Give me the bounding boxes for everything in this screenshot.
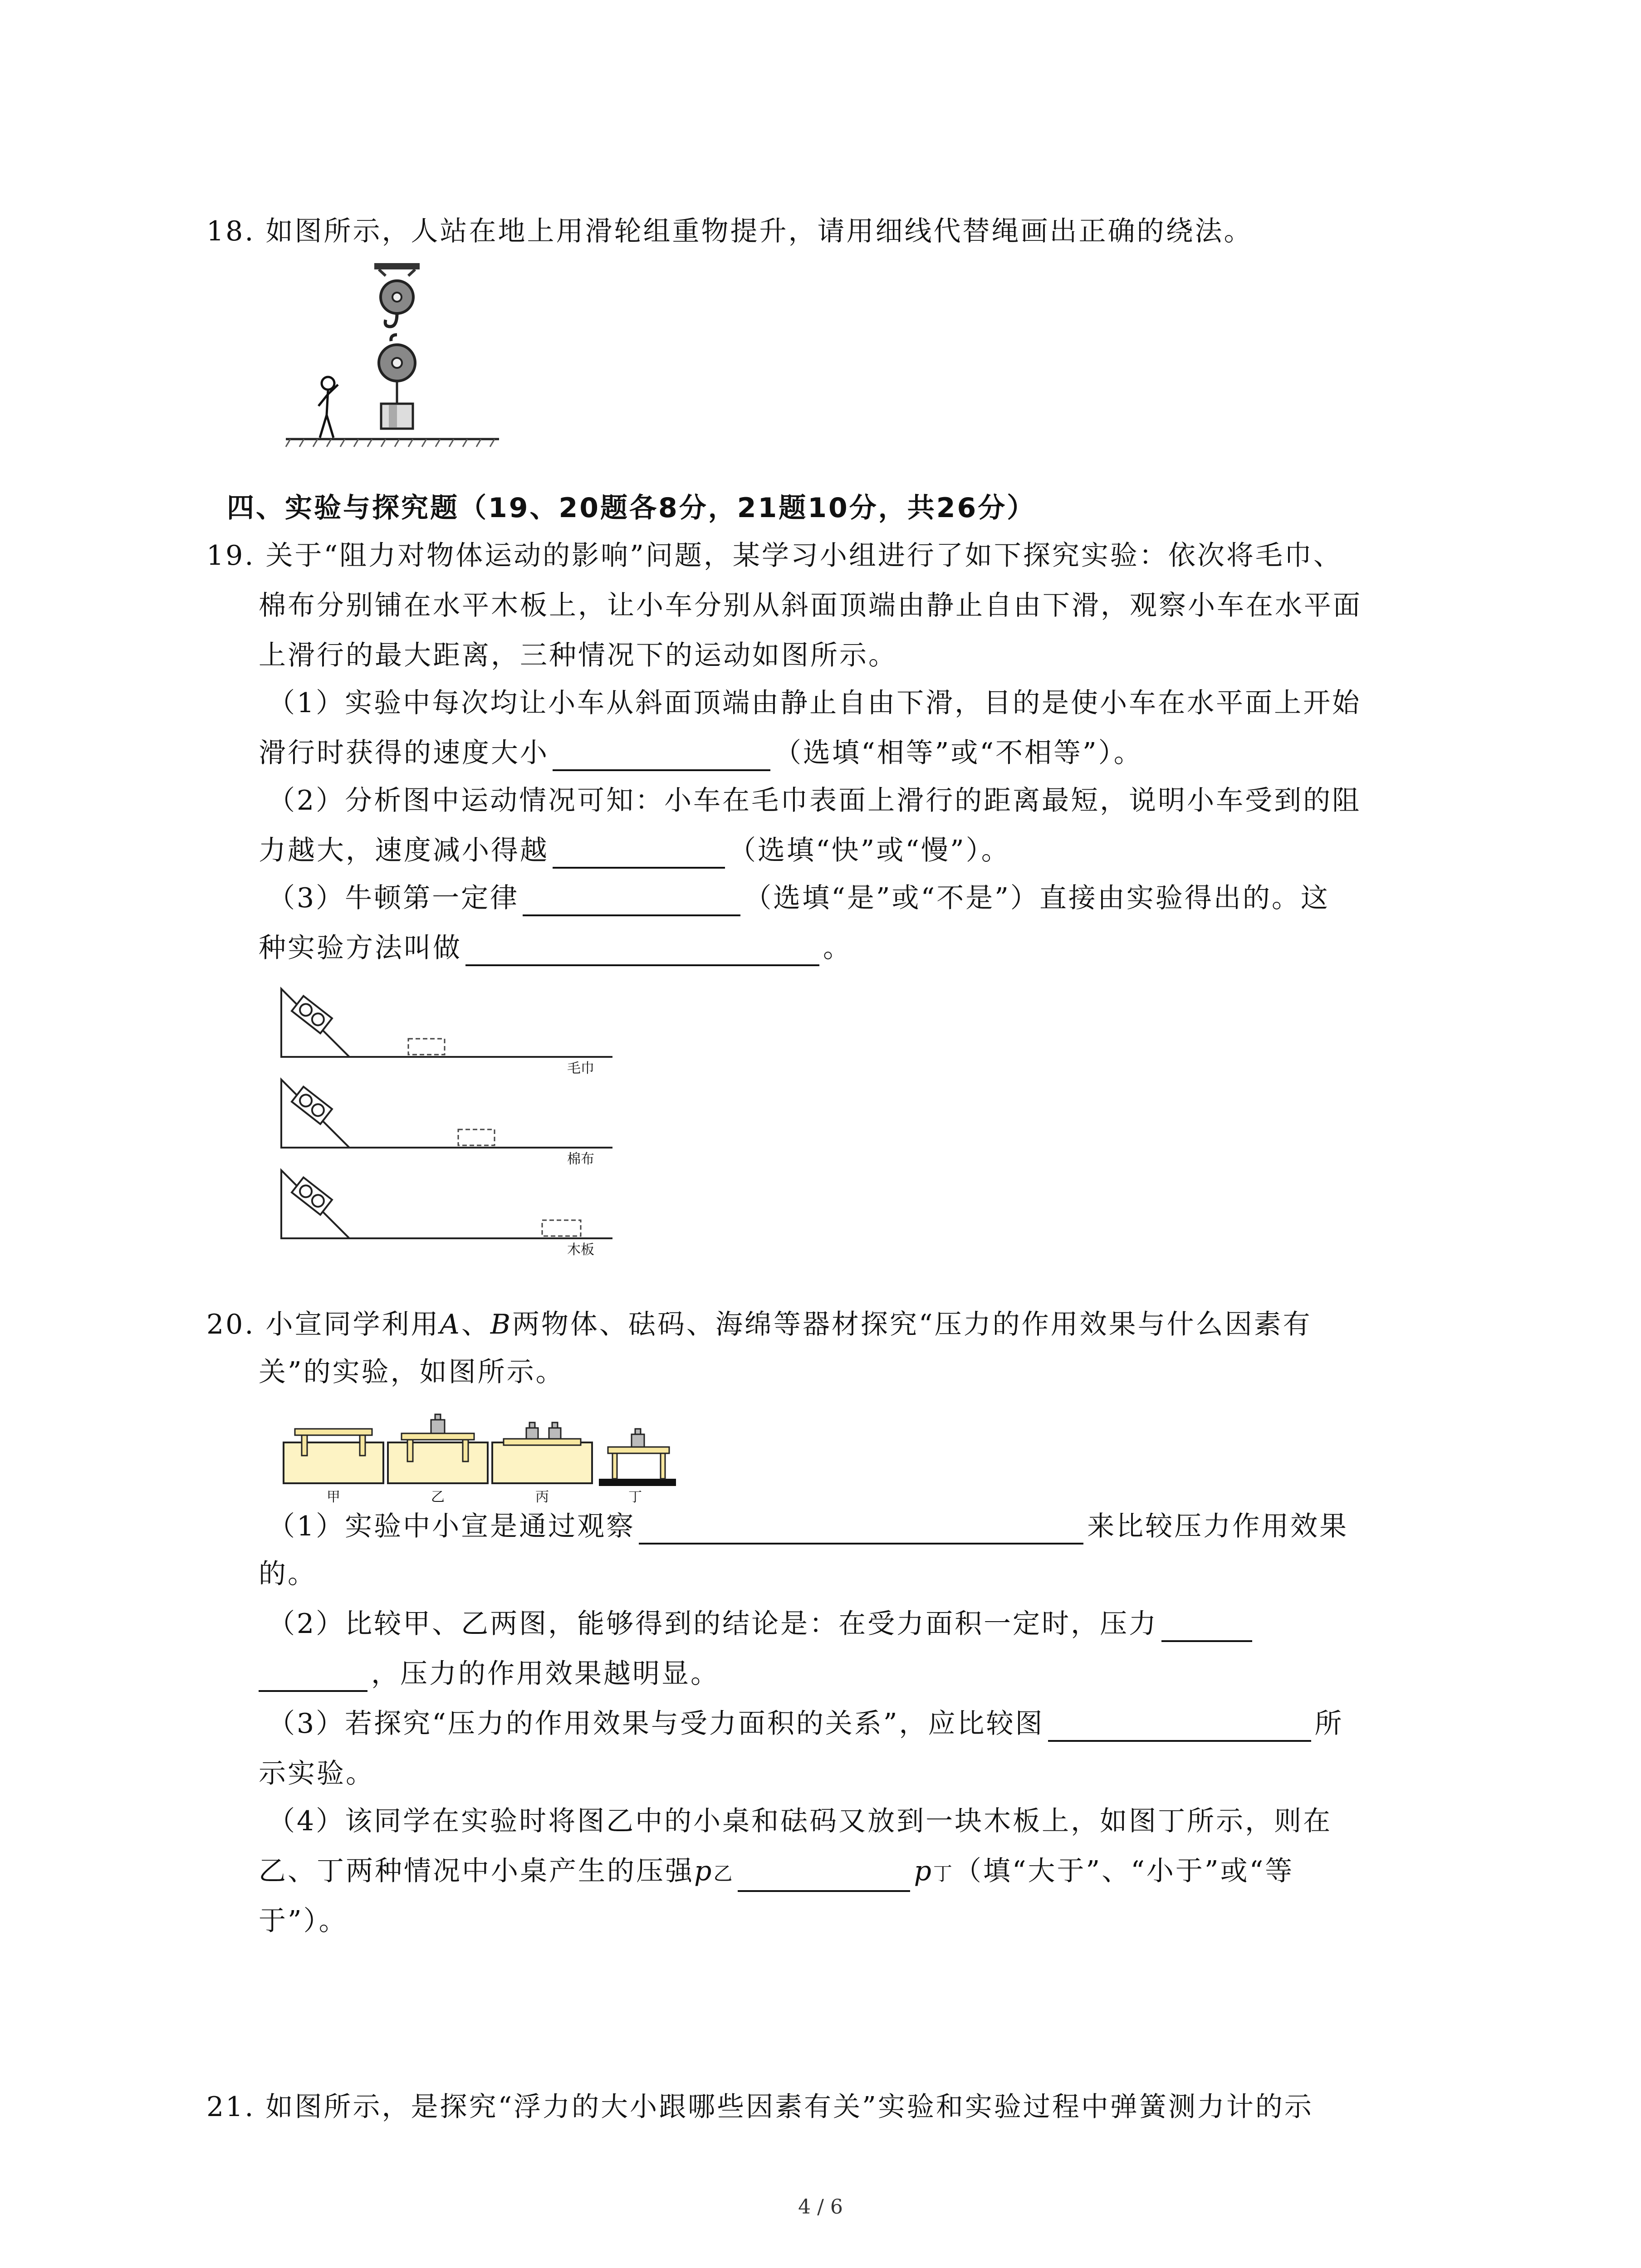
sponge-jia — [284, 1429, 383, 1505]
answer-blank-20-4[interactable] — [738, 1860, 910, 1892]
incline-figure — [277, 980, 622, 1261]
fig-label-cotton: 棉布 — [567, 1151, 594, 1167]
fig-label-yi: 乙 — [431, 1489, 445, 1505]
q19-part3-line-2: 种实验方法叫做 。 — [259, 930, 852, 966]
q20-part4-line-2: 乙、丁两种情况中小桌产生的压强p乙 p丁（填“大于”、“小于”或“等 — [259, 1853, 1294, 1892]
incline-row-board — [281, 1170, 612, 1258]
answer-blank-19-2[interactable] — [553, 837, 725, 869]
q20-part4-line-3: 于”）。 — [259, 1905, 348, 1937]
q19-line-1: 19. 关于“阻力对物体运动的影响”问题，某学习小组进行了如下探究实验：依次将毛巾、 — [206, 540, 1342, 572]
fig-label-board: 木板 — [567, 1242, 594, 1258]
q19-line-3: 上滑行的最大距离，三种情况下的运动如图所示。 — [259, 640, 897, 671]
q19-part1-line-2: 滑行时获得的速度大小 （选填“相等”或“不相等”）。 — [259, 735, 1143, 771]
sponge-yi — [388, 1414, 488, 1505]
pulley-figure — [277, 254, 504, 467]
q20-part1-line-1: （1）实验中小宣是通过观察 来比较压力作用效果 — [268, 1508, 1348, 1545]
q19-part3-line-1: （3）牛顿第一定律 （选填“是”或“不是”）直接由实验得出的。这 — [268, 880, 1330, 916]
board-ding — [599, 1429, 676, 1505]
page-number: 4 / 6 — [798, 2195, 843, 2219]
answer-blank-20-1[interactable] — [639, 1513, 1083, 1545]
q20-line-2: 关”的实验，如图所示。 — [259, 1356, 565, 1388]
answer-blank-19-4[interactable] — [465, 934, 819, 966]
q20-part4-line-1: （4）该同学在实验时将图乙中的小桌和砝码又放到一块木板上，如图丁所示，则在 — [268, 1805, 1332, 1837]
incline-row-towel — [281, 989, 612, 1076]
fig-label-jia: 甲 — [327, 1489, 340, 1505]
q18-text: 18. 如图所示，人站在地上用滑轮组重物提升，请用细线代替绳画出正确的绕法。 — [206, 215, 1253, 247]
ceiling-mount — [374, 263, 420, 269]
sponge-figure — [281, 1406, 681, 1510]
q19-line-2: 棉布分别铺在水平木板上，让小车分别从斜面顶端由静止自由下滑，观察小车在水平面 — [259, 590, 1362, 621]
q20-part2-line-1: （2）比较甲、乙两图，能够得到的结论是：在受力面积一定时，压力 — [268, 1606, 1256, 1642]
answer-blank-20-2b[interactable] — [259, 1660, 367, 1692]
q21-text: 21. 如图所示，是探究“浮力的大小跟哪些因素有关”实验和实验过程中弹簧测力计的示 — [206, 2091, 1313, 2123]
q19-part1-line-1: （1）实验中每次均让小车从斜面顶端由静止自由下滑，目的是使小车在水平面上开始 — [268, 687, 1362, 719]
answer-blank-19-3[interactable] — [523, 885, 740, 916]
sponge-bing — [492, 1422, 592, 1505]
person-figure — [318, 377, 338, 438]
q20-line-1: 20. 小宣同学利用A、B两物体、砝码、海绵等器材探究“压力的作用效果与什么因素有 — [206, 1309, 1312, 1340]
fig-label-ding: 丁 — [628, 1489, 642, 1505]
fig-label-towel: 毛巾 — [567, 1061, 594, 1076]
q20-part2-line-2: ，压力的作用效果越明显。 — [259, 1656, 720, 1692]
q19-part2-line-2: 力越大，速度减小得越 （选填“快”或“慢”）。 — [259, 832, 1010, 869]
q20-part3-line-2: 示实验。 — [259, 1758, 375, 1789]
q20-part1-line-2: 的。 — [259, 1558, 317, 1590]
answer-blank-20-2a[interactable] — [1161, 1610, 1252, 1642]
fig-label-bing: 丙 — [535, 1489, 549, 1505]
section-heading: 四、实验与探究题（19、20题各8分，21题10分，共26分） — [227, 492, 1036, 524]
incline-row-cotton — [281, 1080, 612, 1167]
q20-part3-line-1: （3）若探究“压力的作用效果与受力面积的关系”，应比较图 所 — [268, 1706, 1344, 1742]
answer-blank-20-3[interactable] — [1048, 1710, 1311, 1742]
answer-blank-19-1[interactable] — [553, 739, 770, 771]
q19-part2-line-1: （2）分析图中运动情况可知：小车在毛巾表面上滑行的距离最短，说明小车受到的阻 — [268, 785, 1362, 816]
